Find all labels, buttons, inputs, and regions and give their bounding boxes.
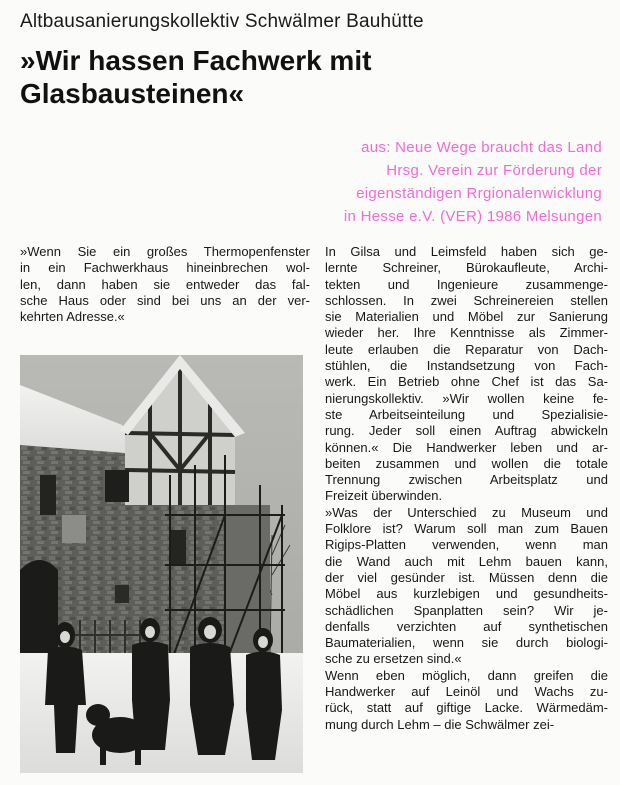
- right-line: Handwerker auf Leinöl und Wachs zu-: [325, 684, 608, 700]
- right-line: sche zu ersetzen sind.«: [325, 651, 462, 667]
- right-line: schlossen. In zwei Schreinereien stellen: [325, 292, 608, 308]
- source-note: [242, 136, 602, 228]
- right-line: »Was der Unterschied zu Museum und: [325, 504, 608, 520]
- headline-line-1: »Wir hassen Fachwerk mit: [20, 45, 372, 76]
- left-line: »Wenn Sie ein großes Thermopenfenster: [20, 244, 310, 259]
- right-line: rück, statt auf giftige Lacke. Wärmedäm-: [325, 700, 608, 716]
- house-photo-illustration: [20, 355, 303, 773]
- right-line: lernte Schreiner, Bürokaufleute, Archi-: [325, 260, 608, 276]
- right-line: Baumaterialien, wenn sie durch biologi-: [325, 635, 608, 651]
- right-line: rung. Jeder soll einen Auftrag abwickeln: [325, 423, 608, 439]
- right-line: schädlichen Spanplatten sein? Wir je-: [325, 602, 608, 618]
- right-line: In Gilsa und Leimsfeld haben sich ge-: [325, 244, 608, 259]
- right-line: Rigips-Platten verwenden, wenn man: [325, 537, 608, 553]
- right-line: Wenn eben möglich, dann greifen die: [325, 667, 608, 683]
- source-line-1: aus: Neue Wege braucht das Land: [361, 139, 602, 156]
- article-kicker: Altbausanierungskollektiv Schwälmer Bauhütte: [20, 11, 424, 32]
- right-line: der viel gesünder ist. Müssen denn die: [325, 569, 608, 585]
- right-line: die Wand auch mit Lehm bauen kann,: [325, 553, 608, 569]
- right-line: ste Arbeitseinteilung und Spezialisie-: [325, 406, 608, 422]
- right-line: können.« Die Handwerker leben und ar-: [325, 439, 608, 455]
- source-line-2: Hrsg. Verein zur Förderung der: [386, 162, 602, 179]
- house-photo: [20, 355, 303, 773]
- left-line: kehrten Adresse.«: [20, 309, 125, 325]
- right-line: tekten und Ingenieure zusammenge-: [325, 276, 608, 292]
- right-line: wieder her. Ihre Kenntnisse als Zimmer-: [325, 325, 608, 341]
- right-line: Folklore ist? Warum soll man zum Bauen: [325, 521, 608, 537]
- left-line: len, dann haben sie entweder das fal-: [20, 276, 310, 292]
- headline-line-2: Glasbausteinen«: [20, 78, 245, 109]
- source-line-4: in Hesse e.V. (VER) 1986 Melsungen: [343, 208, 602, 225]
- left-line: sche Haus oder sind bei uns an der ver-: [20, 292, 310, 308]
- right-line: beiten zusammen und wollen die totale: [325, 455, 608, 471]
- right-line: nierungskollektiv. »Wir wollen keine fe-: [325, 390, 608, 406]
- source-line-3: eigenständigen Rrgionalenwicklung: [356, 185, 602, 202]
- right-line: Möbel aus kurzlebigen und gesundheits-: [325, 586, 608, 602]
- right-column-text: [325, 244, 608, 733]
- right-line: leute erlauben die Reparatur von Dach-: [325, 341, 608, 357]
- right-line: sie Materialien und Möbel zur Sanierung: [325, 309, 608, 325]
- article-headline: [20, 44, 580, 110]
- left-line: in ein Fachwerkhaus hineinbrechen wol-: [20, 260, 310, 276]
- right-line: werk. Ein Betrieb ohne Chef ist das Sa-: [325, 374, 608, 390]
- right-line: denfalls verzichten auf synthetischen: [325, 618, 608, 634]
- right-line: Trennung zwischen Arbeitsplatz und: [325, 472, 608, 488]
- right-line: mung durch Lehm – die Schwälmer zei-: [325, 716, 555, 732]
- left-column-text: [20, 244, 310, 325]
- right-line: stühlen, die Instandsetzung von Fach-: [325, 358, 608, 374]
- right-line: Freizeit überwinden.: [325, 488, 443, 504]
